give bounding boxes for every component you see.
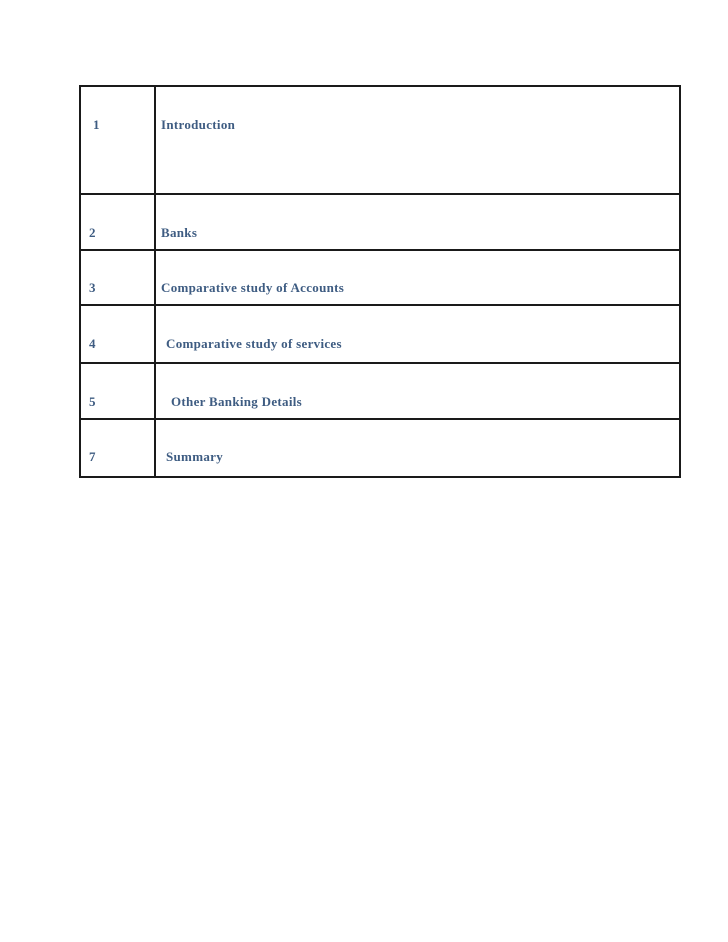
- table-row: [80, 250, 680, 305]
- chapter-title-cell: [155, 194, 680, 250]
- chapter-title: Summary: [166, 449, 223, 464]
- chapter-number-cell: [80, 419, 155, 477]
- chapter-number-cell: [80, 305, 155, 363]
- chapter-number-cell: [80, 250, 155, 305]
- table-row: [80, 419, 680, 477]
- chapter-title-cell: [155, 305, 680, 363]
- chapter-number-cell: [80, 363, 155, 419]
- chapter-number: 4: [89, 336, 96, 351]
- chapter-title-cell: [155, 419, 680, 477]
- chapter-number: 7: [89, 449, 96, 464]
- chapter-number: 3: [89, 280, 96, 295]
- chapter-title-cell: [155, 363, 680, 419]
- chapter-title-cell: [155, 250, 680, 305]
- chapter-title: Other Banking Details: [171, 394, 303, 409]
- chapter-number: 5: [89, 394, 96, 409]
- table-row: [80, 194, 680, 250]
- chapter-title: Comparative study of Accounts: [161, 280, 345, 295]
- chapter-title: Introduction: [161, 117, 236, 132]
- table-row: [80, 86, 680, 194]
- chapter-title-cell: [155, 86, 680, 194]
- chapter-title: Banks: [161, 225, 198, 240]
- chapter-number: 1: [93, 117, 100, 132]
- table-row: [80, 363, 680, 419]
- chapter-title: Comparative study of services: [166, 336, 342, 351]
- contents-table: [79, 85, 681, 478]
- chapter-number-cell: [80, 86, 155, 194]
- chapter-number: 2: [89, 225, 96, 240]
- chapter-number-cell: [80, 194, 155, 250]
- table-row: [80, 305, 680, 363]
